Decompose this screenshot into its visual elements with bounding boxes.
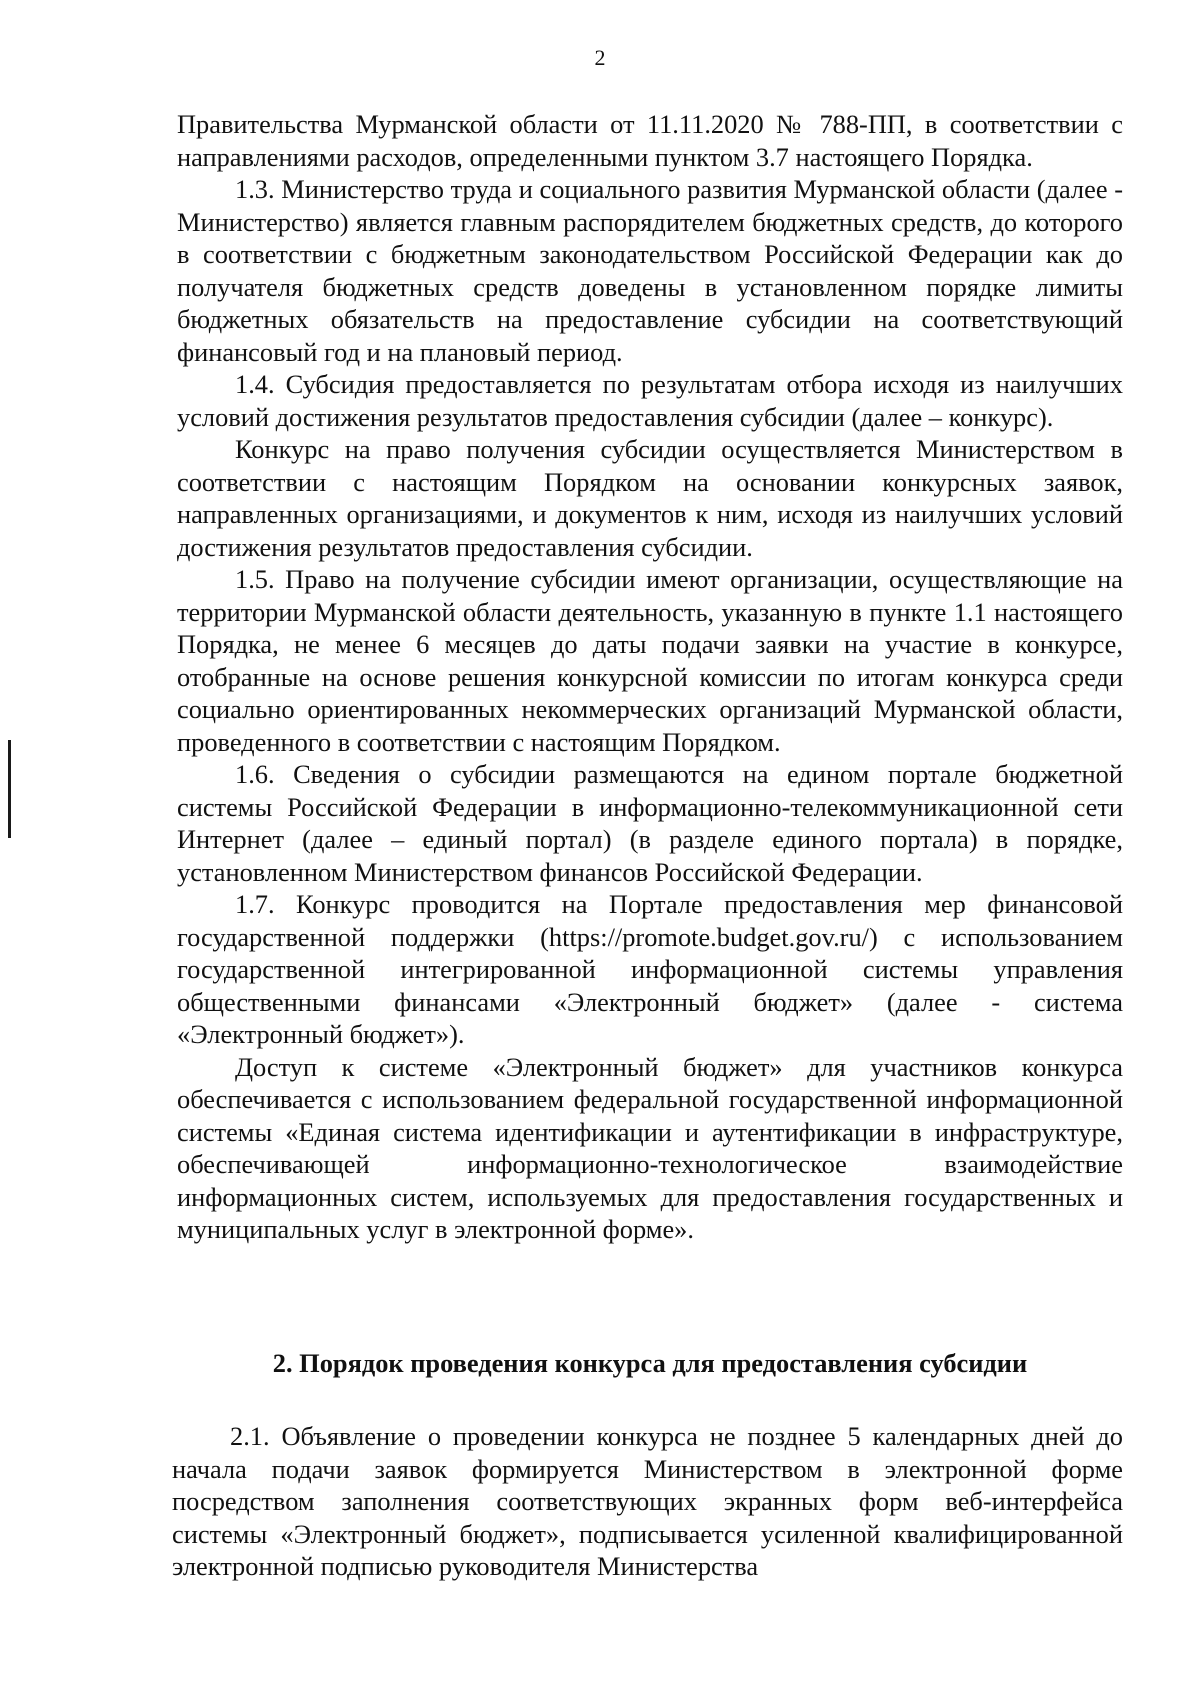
- paragraph-1-6: 1.6. Сведения о субсидии размещаются на едином портале бюджетной системы Российской Федерации в информационно-телекоммуникационной сети Интернет (далее – единый портал) (в разделе единого портала) в порядке, установленном Министерством финансов Российской Федерации.: [177, 759, 1123, 887]
- paragraph-1-4: 1.4. Субсидия предоставляется по результатам отбора исходя из наилучших условий достижения результатов предоставления субсидии (далее – конкурс).: [177, 369, 1123, 432]
- section-body: [172, 1420, 1123, 1583]
- paragraph-1-7: 1.7. Конкурс проводится на Портале предоставления мер финансовой государственной поддержки (https://promote.budget.gov.ru/) с использованием государственной интегрированной информационной системы управления общественными финансами «Электронный бюджет» (далее - система «Электронный бюджет»).: [177, 889, 1123, 1049]
- paragraph-continuation: Правительства Мурманской области от 11.11.2020 № 788-ПП, в соответствии с направлениями расходов, определенными пунктом 3.7 настоящего Порядка.: [177, 109, 1123, 172]
- paragraph-2-1: 2.1. Объявление о проведении конкурса не позднее 5 календарных дней до начала подачи заявок формируется Министерством в электронной форме посредством заполнения соответствующих экранных форм веб-интерфейса системы «Электронный бюджет», подписывается усиленной квалифицированной электронной подписью руководителя Министерства: [172, 1421, 1123, 1581]
- paragraph-competition: Конкурс на право получения субсидии осуществляется Министерством в соответствии с настоящим Порядком на основании конкурсных заявок, направленных организациями, и документов к ним, исходя из наилучших условий достижения результатов предоставления субсидии.: [177, 434, 1123, 562]
- document-body: [177, 108, 1123, 1246]
- paragraph-access: Доступ к системе «Электронный бюджет» для участников конкурса обеспечивается с использованием федеральной государственной информационной системы «Единая система идентификации и аутентификации в инфраструктуре, обеспечивающей информационно-технологическое взаимодействие информационных систем, используемых для предоставления государственных и муниципальных услуг в электронной форме».: [177, 1051, 1123, 1244]
- paragraph-1-3: 1.3. Министерство труда и социального развития Мурманской области (далее - Министерство) является главным распорядителем бюджетных средств, до которого в соответствии с бюджетным законодательством Российской Федерации как до получателя бюджетных средств доведены в установленном порядке лимиты бюджетных обязательств на предоставление субсидии на соответствующий финансовый год и на плановый период.: [177, 174, 1123, 367]
- scan-margin-mark: [8, 740, 11, 838]
- page-number: 2: [594, 45, 606, 70]
- paragraph-1-5: 1.5. Право на получение субсидии имеют организации, осуществляющие на территории Мурманской области деятельность, указанную в пункте 1.1 настоящего Порядка, не менее 6 месяцев до даты подачи заявки на участие в конкурсе, отобранные на основе решения конкурсной комиссии по итогам конкурса среди социально ориентированных некоммерческих организаций Мурманской области, проведенного в соответствии с настоящим Порядком.: [177, 564, 1123, 757]
- section-heading: 2. Порядок проведения конкурса для предоставления субсидии: [272, 1348, 1028, 1378]
